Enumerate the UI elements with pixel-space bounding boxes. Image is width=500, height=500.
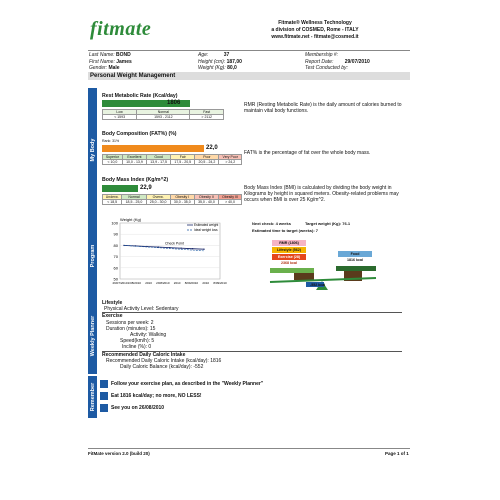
- last-name: BOND: [115, 52, 131, 58]
- calendar-icon: [100, 380, 108, 388]
- data-point: [192, 248, 193, 249]
- sidebar-remember: Remember: [88, 376, 97, 418]
- fat-description: FAT% is the percentage of fat over the whole body mass.: [244, 150, 371, 156]
- lifestyle-title: Lifestyle: [102, 300, 123, 306]
- report-date: 29/07/2010: [344, 58, 370, 65]
- company-info: [230, 20, 400, 41]
- exercise-speed: Speed(km/h): 5: [120, 338, 155, 345]
- data-point: [180, 248, 181, 249]
- footer-divider: [88, 448, 410, 449]
- remember-list: [100, 378, 400, 414]
- calories-title: Recommended Daily Caloric Intake: [102, 351, 402, 358]
- height: 187,00: [226, 58, 242, 65]
- data-point: [203, 249, 204, 250]
- exercise-duration: Duration (minutes): 15: [106, 325, 156, 332]
- y-tick-label: 50: [113, 276, 118, 282]
- sidebar-program: Program: [88, 212, 97, 300]
- x-tick-label: 1/08/2010: [127, 281, 141, 285]
- rmr-value: 1806: [167, 100, 181, 106]
- header-divider: [88, 50, 410, 51]
- legend-label: Estimated weight: [194, 223, 219, 228]
- bmi-bar: [102, 185, 138, 192]
- calories-intake: Recommended Daily Caloric Intake (kcal/day): 1816: [106, 357, 222, 364]
- patient-info-left: Last Name: BOND First Name: James Gender: Male: [89, 52, 132, 71]
- section-title: Personal Weight Management: [88, 72, 410, 80]
- footer-version: FitMate version 2.0 (build 20): [88, 451, 150, 456]
- fat-scale: Superior Excellent Good Fair Poor Very Poor < 10,0 10,0 - 13,9 13,9 - 17,5 17,5 - 20,5 20,5 - 24,2 > 24,2: [102, 154, 242, 165]
- company-line3: www.fitmate.net - fitmate@cosmed.it: [271, 34, 359, 40]
- check-point-annotation: Check Point: [165, 241, 184, 246]
- age: 37: [223, 52, 230, 58]
- exercise-sessions: Sessions per week: 2: [106, 319, 154, 326]
- sidebar-weekly-planner: Weekly Planner: [88, 298, 97, 374]
- remember-item: Follow your exercise plan, as described in the "Weekly Planner": [100, 378, 400, 390]
- x-tick-label: 8/09/2010: [213, 281, 227, 285]
- fat-title: Body Composition (FAT%) (%): [102, 131, 177, 137]
- balance-burn: 2368 kcal: [281, 261, 297, 265]
- exercise-activity: Activity: Walking: [130, 332, 167, 339]
- balance-exercise: Exercise (28): [272, 254, 306, 260]
- y-tick-label: 70: [113, 254, 118, 260]
- company-line2: a division of COSMED, Rome - ITALY: [271, 27, 359, 33]
- calories-balance: Daily Caloric Balance (kcal/day): -552: [120, 364, 204, 371]
- patient-info-middle: Age: 37 Height (cm): 187,00 Weight (Kg): 80,0: [198, 52, 242, 71]
- calendar-icon: [100, 392, 108, 400]
- footer-page: Page 1 of 1: [385, 451, 409, 456]
- x-tick-label: 8/09/2010: [184, 281, 199, 285]
- balance-food-kcal: 1816 kcal: [347, 258, 363, 262]
- weight: 80,0: [227, 65, 237, 71]
- rmr-description: RMR (Resting Metabolic Rate) is the daily amount of calories burned to maintain vital body functions.: [244, 102, 402, 115]
- gender: Male: [108, 65, 120, 71]
- y-tick-label: 60: [113, 265, 118, 271]
- planner-block: [102, 300, 402, 370]
- balance-food: Food: [338, 251, 372, 257]
- balance-rmr: RMR (1806): [272, 240, 306, 246]
- bmi-title: Body Mass Index (Kg/m^2): [102, 177, 169, 183]
- company-line1: Fitmate® Wellness Technology: [278, 20, 352, 26]
- next-check: Next check: 4 weeks: [252, 221, 291, 226]
- legend-label: Ideal weight loss: [194, 228, 218, 233]
- bmi-scale: Underw. Normal Overw. Obesity I Obesity II Obesity III < 18,5 18,5 - 25,0 25,0 - 30,0 30,0 - 35,0 35,0 - 40,0 > 40,0: [102, 194, 242, 205]
- patient-info-right: Membership #: Report Date: 29/07/2010 Test Conducted by:: [305, 52, 370, 71]
- x-tick-label: 2010: [173, 281, 181, 285]
- target-weight: Target weight (Kg): 76.1: [305, 221, 351, 226]
- balance-lifestyle: Lifestyle (562): [272, 247, 306, 253]
- x-tick-label: 29/07/2010: [112, 281, 128, 285]
- y-axis-label: Weight (Kg): [120, 217, 142, 222]
- exercise-title: Exercise: [102, 312, 402, 319]
- sidebar-my-body: My Body: [88, 88, 97, 212]
- calendar-icon: [100, 404, 108, 412]
- time-to-target: Estimated time to target (weeks): 7: [252, 228, 319, 233]
- exercise-incline: Incline (%): 0: [122, 344, 152, 351]
- x-tick-label: 2010: [202, 281, 210, 285]
- lifestyle-activity: Physical Activity Level: Sedentary: [104, 306, 179, 313]
- balance-seesaw: [266, 262, 381, 292]
- fitmate-logo: fitmate: [90, 18, 152, 40]
- x-tick-label: 2010: [145, 281, 152, 285]
- first-name: James: [116, 58, 132, 65]
- y-tick-label: 90: [113, 231, 118, 237]
- fat-rank: Rank: 31%: [102, 139, 120, 143]
- balance-diff: -552 kcal: [310, 283, 326, 287]
- y-tick-label: 100: [111, 220, 118, 226]
- remember-item: See you on 26/08/2010: [100, 402, 400, 414]
- fat-bar: [102, 145, 204, 152]
- bmi-description: Body Mass Index (BMI) is calculated by dividing the body weight in Kilograms by height in squared meters. Obesity-related problems may occurs when BMI is over 25 Kg/m^2.: [244, 185, 399, 204]
- rmr-title: Rest Metabolic Rate (Kcal/day): [102, 93, 178, 99]
- data-point: [169, 247, 170, 248]
- y-tick-label: 80: [113, 242, 118, 248]
- rmr-scale: Low Normal Fast < 1593 1593 - 2112 > 2112: [102, 109, 224, 120]
- bmi-value: 22,9: [140, 185, 152, 191]
- weight-chart: [100, 215, 240, 297]
- fat-value: 22,0: [206, 145, 218, 151]
- x-tick-label: 2/08/2010: [156, 281, 170, 285]
- remember-item: Eat 1816 kcal/day; no more, NO LESS!: [100, 390, 400, 402]
